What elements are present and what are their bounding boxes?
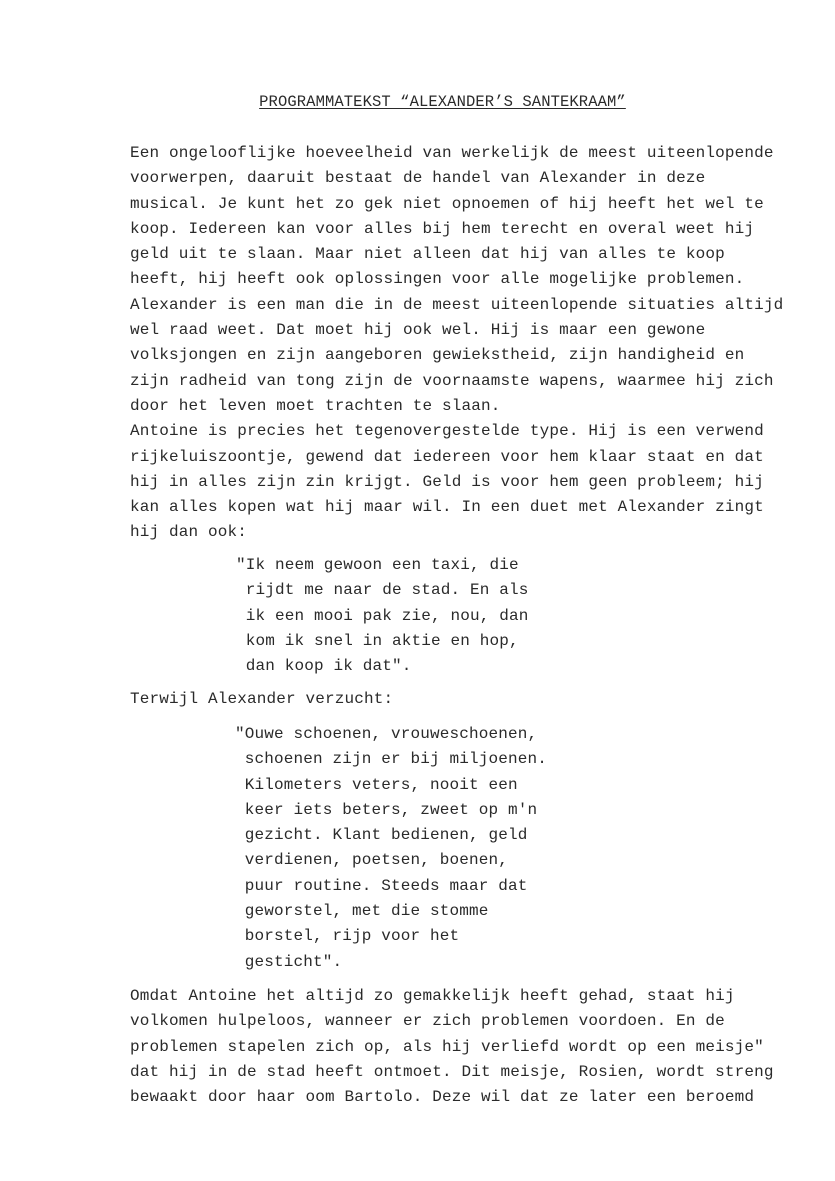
quote-line: verdienen, poetsen, boenen, bbox=[235, 851, 509, 870]
text-line: heeft, hij heeft ook oplossingen voor alle mogelijke problemen. bbox=[130, 270, 745, 289]
text-line: wel raad weet. Dat moet hij ook wel. Hij is maar een gewone bbox=[130, 321, 706, 340]
quote-line: schoenen zijn er bij miljoenen. bbox=[235, 750, 548, 769]
quote-line: geworstel, met die stomme bbox=[235, 902, 489, 921]
paragraph-intro bbox=[130, 141, 784, 546]
paragraph-transition bbox=[130, 687, 770, 712]
text-line: zijn radheid van tong zijn de voornaamste wapens, waarmee hij zich bbox=[130, 371, 774, 390]
quote-antoine bbox=[236, 553, 529, 679]
text-line: musical. Je kunt het zo gek niet opnoemen of hij heeft het wel te bbox=[130, 194, 764, 213]
quote-line: kom ik snel in aktie en hop, bbox=[236, 631, 519, 650]
quote-line: rijdt me naar de stad. En als bbox=[236, 581, 529, 600]
text-line: rijkeluiszoontje, gewend dat iedereen voor hem klaar staat en dat bbox=[130, 447, 764, 466]
text-line: Terwijl Alexander verzucht: bbox=[130, 690, 394, 708]
quote-alexander bbox=[235, 722, 547, 975]
text-line: Antoine is precies het tegenovergestelde type. Hij is een verwend bbox=[130, 422, 764, 441]
quote-line: puur routine. Steeds maar dat bbox=[235, 876, 528, 895]
document-title: PROGRAMMATEKST “ALEXANDER’S SANTEKRAAM” bbox=[259, 93, 626, 111]
text-line: koop. Iedereen kan voor alles bij hem terecht en overal weet hij bbox=[130, 219, 755, 238]
quote-line: ik een mooi pak zie, nou, dan bbox=[236, 606, 529, 625]
text-line: volkomen hulpeloos, wanneer er zich problemen voordoen. En de bbox=[130, 1012, 725, 1031]
quote-line: borstel, rijp voor het bbox=[235, 927, 460, 946]
quote-line: gezicht. Klant bedienen, geld bbox=[235, 826, 528, 845]
text-line: geld uit te slaan. Maar niet alleen dat hij van alles te koop bbox=[130, 245, 725, 264]
text-line: Een ongelooflijke hoeveelheid van werkelijk de meest uiteenlopende bbox=[130, 144, 774, 162]
quote-line: "Ik neem gewoon een taxi, die bbox=[236, 556, 519, 574]
quote-line: dan koop ik dat". bbox=[236, 657, 412, 676]
text-line: Alexander is een man die in de meest uiteenlopende situaties altijd bbox=[130, 295, 784, 314]
text-line: hij dan ook: bbox=[130, 523, 248, 542]
paragraph-conclusion bbox=[130, 984, 774, 1110]
quote-line: gesticht". bbox=[235, 952, 343, 971]
text-line: bewaakt door haar oom Bartolo. Deze wil dat ze later een beroemd bbox=[130, 1088, 755, 1107]
text-line: hij in alles zijn zin krijgt. Geld is voor hem geen probleem; hij bbox=[130, 472, 764, 491]
quote-line: Kilometers veters, nooit een bbox=[235, 775, 518, 794]
text-line: Omdat Antoine het altijd zo gemakkelijk heeft gehad, staat hij bbox=[130, 987, 735, 1005]
quote-line: keer iets beters, zweet op m'n bbox=[235, 800, 538, 819]
quote-line: "Ouwe schoenen, vrouweschoenen, bbox=[235, 725, 538, 743]
text-line: voorwerpen, daaruit bestaat de handel van Alexander in deze bbox=[130, 169, 706, 188]
text-line: kan alles kopen wat hij maar wil. In een duet met Alexander zingt bbox=[130, 498, 764, 517]
text-line: dat hij in de stad heeft ontmoet. Dit meisje, Rosien, wordt streng bbox=[130, 1062, 774, 1081]
text-line: volksjongen en zijn aangeboren gewiekstheid, zijn handigheid en bbox=[130, 346, 745, 365]
text-line: problemen stapelen zich op, als hij verliefd wordt op een meisje" bbox=[130, 1037, 764, 1056]
text-line: door het leven moet trachten te slaan. bbox=[130, 396, 501, 415]
